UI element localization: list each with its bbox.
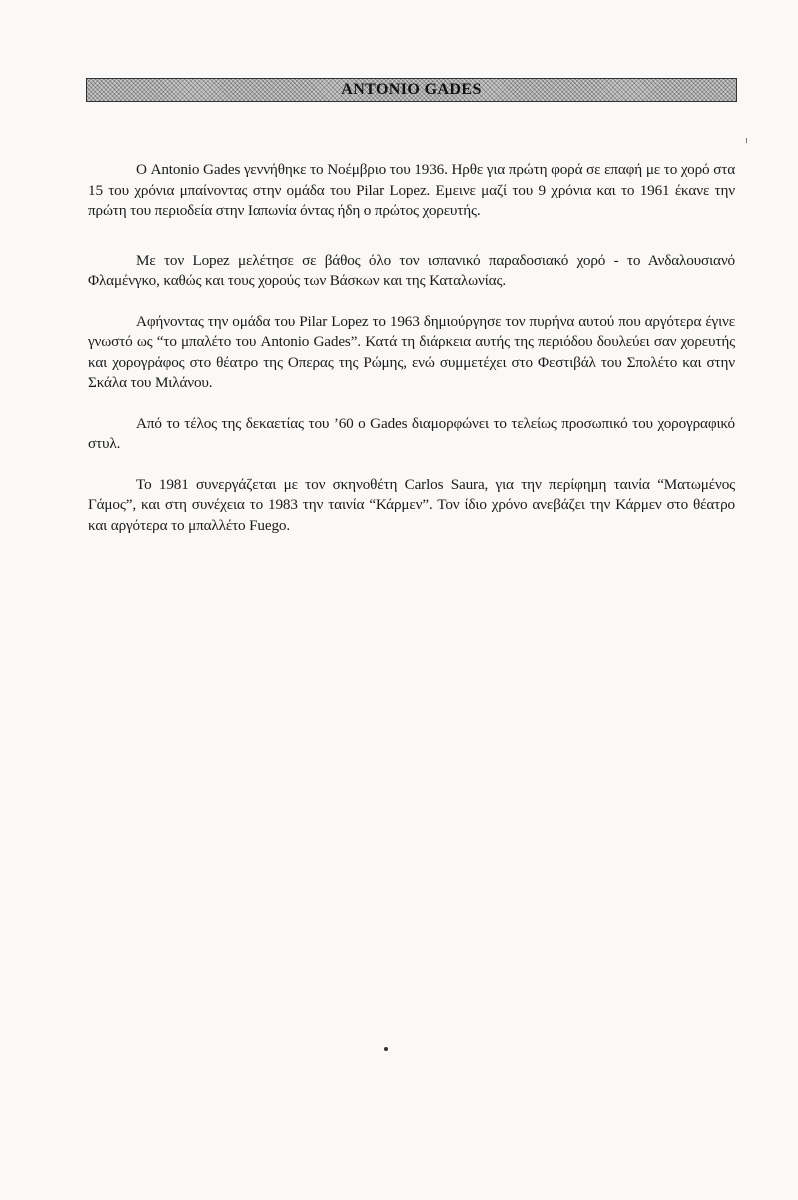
document-title: ANTONIO GADES — [341, 81, 482, 98]
paragraph: Αφήνοντας την ομάδα του Pilar Lopez το 1963 δημιούργησε τον πυρήνα αυτού που αργότερα έγινε γνωστό ως “το μπαλέτο του Antonio Gades”. Κατά τη διάρκεια αυτής της περιόδου δουλεύει σαν χορευτής και χορογράφος στο θέατρο της Οπερας της Ρώμης, ενώ συμμετέχει στο Φεστιβάλ του Σπολέτο και στην Σκάλα του Μιλάνου. — [88, 312, 735, 391]
paper-mark — [746, 138, 747, 143]
page-dot-mark — [384, 1047, 388, 1051]
paragraph: Ο Antonio Gades γεννήθηκε το Νοέμβριο του 1936. Ηρθε για πρώτη φορά σε επαφή με το χορό στα 15 του χρόνια μπαίνοντας στην ομάδα του Pilar Lopez. Εμεινε μαζί του 9 χρόνια και το 1961 έκανε την πρώτη του περιοδεία στην Ιαπωνία όντας ήδη ο πρώτος χορευτής. — [88, 161, 735, 219]
paragraph: Με τον Lopez μελέτησε σε βάθος όλο τον ισπανικό παραδοσιακό χορό - το Ανδαλουσιανό Φλαμένγκο, καθώς και τους χορούς των Βάσκων και της Καταλωνίας. — [88, 251, 735, 289]
document-body — [88, 160, 735, 556]
title-banner — [86, 78, 737, 102]
paragraph: Από το τέλος της δεκαετίας του ’60 ο Gades διαμορφώνει το τελείως προσωπικό του χορογραφικό στυλ. — [88, 414, 736, 452]
paragraph: Το 1981 συνεργάζεται με τον σκηνοθέτη Carlos Saura, για την περίφημη ταινία “Ματωμένος Γάμος”, και στη συνέχεια το 1983 την ταινία “Κάρμεν”. Τον ίδιο χρόνο ανεβάζει την Κάρμεν στο θέατρο και αργότερα το μπαλλέτο Fuego. — [88, 475, 735, 534]
